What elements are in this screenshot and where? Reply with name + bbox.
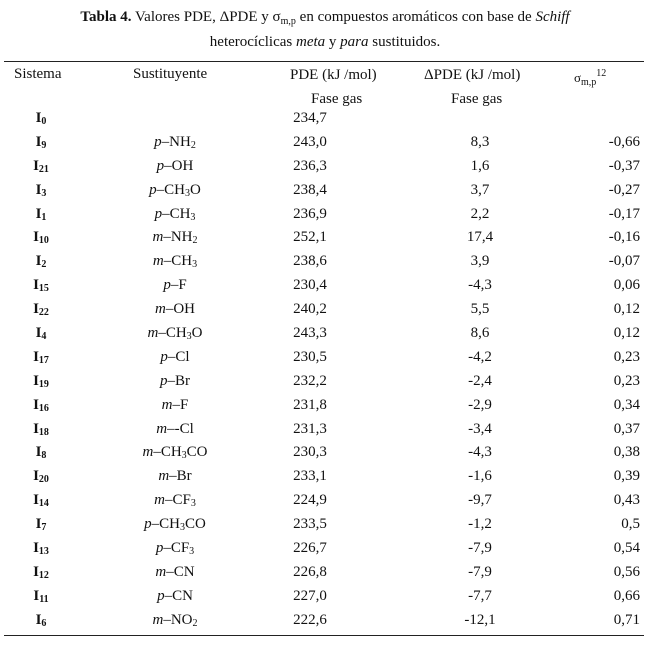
cell-pde: 240,2: [293, 301, 327, 318]
table-row: [0, 561, 650, 585]
table-row: [0, 609, 650, 633]
substituent-group: –Br: [169, 468, 192, 485]
substituent-group: –CN: [166, 563, 195, 580]
sistema-letter: I: [35, 611, 42, 628]
substituent-subscript: 3: [192, 259, 198, 271]
cell-pde: 233,1: [293, 468, 327, 485]
cell-sustituyente: [100, 513, 250, 540]
substituent-subscript: 2: [190, 139, 196, 151]
substituent-group: –NH: [161, 133, 191, 150]
substituent-tail: CO: [186, 444, 208, 461]
cell-pde: 236,9: [293, 205, 327, 222]
substituent-subscript: 3: [189, 546, 195, 558]
substituent-position: m: [154, 301, 166, 318]
cell-dpde: 1,6: [470, 157, 490, 174]
cell-dpde: 2,2: [470, 205, 490, 222]
cell-sistema: [6, 465, 76, 492]
cell-dpde: -4,2: [468, 348, 492, 365]
cell-sigma: 0,66: [613, 587, 640, 604]
substituent-position: p: [160, 372, 168, 389]
substituent-position: m: [158, 468, 170, 485]
sistema-index: 7: [41, 522, 47, 534]
cell-sistema: [6, 609, 76, 636]
substituent-position: p: [144, 516, 152, 533]
substituent-position: m: [156, 420, 168, 437]
substituent-position: m: [161, 396, 173, 413]
sistema-index: 2: [41, 259, 47, 271]
substituent-group: –CH: [163, 253, 193, 270]
sistema-letter: I: [33, 348, 39, 365]
caption-label: Tabla 4.: [80, 9, 132, 25]
cell-dpde: -7,7: [468, 587, 492, 604]
table-row: [0, 298, 650, 322]
cell-sistema: [6, 489, 76, 516]
substituent-subscript: 3: [181, 450, 187, 462]
caption-line-2: [0, 32, 650, 52]
sistema-letter: I: [33, 157, 39, 174]
table-row: [0, 394, 650, 418]
cell-sustituyente: [100, 537, 250, 564]
cell-sistema: [6, 537, 76, 564]
sistema-index: 3: [41, 187, 47, 199]
cell-pde: 222,6: [293, 611, 327, 628]
cell-sistema: [6, 513, 76, 540]
cell-sigma: -0,27: [608, 181, 640, 198]
header-pde-phase: Fase gas: [311, 91, 363, 107]
substituent-position: p: [155, 540, 164, 557]
cell-sustituyente: [100, 609, 250, 636]
cell-sustituyente: [100, 394, 250, 421]
sistema-letter: I: [33, 229, 39, 246]
cell-sustituyente: [100, 370, 250, 397]
cell-sigma: -0,16: [608, 229, 640, 246]
sistema-index: 9: [41, 139, 47, 151]
substituent-position: m: [147, 325, 159, 342]
cell-dpde: -4,3: [468, 277, 492, 294]
header-sigma-ref: 12: [596, 68, 607, 79]
sistema-index: 14: [38, 498, 49, 510]
substituent-group: –CH: [156, 181, 185, 198]
cell-sigma: 0,54: [613, 540, 640, 557]
sistema-index: 6: [41, 617, 47, 629]
caption-line-1: [0, 7, 650, 32]
cell-sistema: [6, 346, 76, 373]
sistema-index: 1: [41, 211, 47, 223]
cell-sistema: [6, 298, 76, 325]
cell-pde: 227,0: [293, 587, 327, 604]
cell-sustituyente: [100, 418, 250, 445]
cell-pde: 230,5: [293, 348, 327, 365]
cell-sigma: 0,34: [613, 396, 640, 413]
cell-sistema: [6, 370, 76, 397]
cell-sustituyente: [100, 250, 250, 277]
cell-sigma: 0,38: [613, 444, 640, 461]
cell-dpde: -4,3: [468, 444, 492, 461]
cell-sistema: [6, 131, 76, 158]
table-row: [0, 226, 650, 250]
substituent-group: –-Cl: [167, 420, 194, 437]
substituent-group: –CF: [164, 492, 191, 509]
table-body: [0, 107, 650, 633]
cell-sustituyente: [100, 585, 250, 612]
sistema-letter: I: [33, 277, 39, 294]
caption-text-2: en compuestos aromáticos con base de: [295, 9, 536, 25]
sistema-letter: I: [35, 110, 42, 126]
cell-dpde: 3,9: [470, 253, 490, 270]
caption-schiff: Schiff: [535, 9, 570, 25]
cell-pde: 230,3: [293, 444, 327, 461]
substituent-tail: CO: [185, 516, 206, 533]
table-row: [0, 274, 650, 298]
table-row: [0, 346, 650, 370]
substituent-group: –F: [170, 277, 187, 294]
sistema-index: 17: [38, 354, 49, 366]
sistema-letter: I: [35, 205, 42, 222]
cell-pde: 234,7: [293, 110, 327, 126]
header-sistema: Sistema: [14, 66, 62, 82]
table-row: [0, 203, 650, 227]
table-row: [0, 179, 650, 203]
table-row: [0, 107, 650, 131]
table-row: [0, 131, 650, 155]
cell-sistema: [6, 250, 76, 277]
substituent-position: p: [163, 277, 171, 294]
cell-sistema: [6, 561, 76, 588]
cell-sistema: [6, 274, 76, 301]
substituent-tail: O: [191, 325, 203, 342]
cell-sustituyente: [100, 298, 250, 325]
cell-sistema: [6, 155, 76, 182]
cell-dpde: -3,4: [468, 420, 492, 437]
caption-sigma-sub: m,p: [280, 16, 296, 27]
sistema-letter: I: [33, 420, 39, 437]
cell-sustituyente: [100, 322, 250, 349]
table-row: [0, 370, 650, 394]
substituent-position: p: [154, 133, 162, 150]
header-sigma-symbol: σ: [574, 70, 582, 85]
cell-sigma: -0,17: [608, 205, 640, 222]
cell-pde: 233,5: [293, 516, 327, 533]
cell-pde: 236,3: [293, 157, 327, 174]
cell-sustituyente: [100, 561, 250, 588]
cell-sigma: -0,66: [608, 133, 640, 150]
cell-sistema: [6, 322, 76, 349]
cell-pde: 243,3: [293, 325, 327, 342]
sistema-index: 4: [41, 331, 47, 343]
sistema-letter: I: [35, 444, 42, 461]
caption-text-5: sustituidos.: [368, 34, 441, 50]
sistema-letter: I: [33, 540, 39, 557]
table-row: [0, 322, 650, 346]
table-caption: [0, 7, 650, 52]
cell-dpde: -12,1: [464, 611, 496, 628]
header-sigma-sub: m,p: [581, 77, 597, 88]
cell-sigma: 0,23: [613, 348, 640, 365]
substituent-position: p: [149, 181, 157, 198]
cell-dpde: 3,7: [470, 181, 490, 198]
table-bottom-rule: [4, 635, 644, 636]
caption-para: para: [340, 34, 369, 50]
substituent-subscript: 3: [190, 498, 196, 510]
substituent-position: m: [154, 492, 165, 509]
substituent-group: –CH: [162, 205, 191, 222]
substituent-group: –CH: [158, 325, 187, 342]
sistema-letter: I: [33, 587, 40, 604]
cell-sigma: 0,39: [613, 468, 640, 485]
cell-dpde: -1,2: [468, 516, 492, 533]
table-row: [0, 441, 650, 465]
sistema-index: 10: [38, 235, 49, 247]
cell-pde: 238,4: [293, 181, 327, 198]
sistema-index: 21: [38, 163, 49, 175]
substituent-group: –F: [172, 396, 189, 413]
cell-sustituyente: [100, 441, 250, 468]
table-row: [0, 418, 650, 442]
cell-sustituyente: [100, 179, 250, 206]
substituent-group: –CF: [163, 540, 190, 557]
sistema-letter: I: [35, 325, 42, 342]
sistema-letter: I: [35, 516, 42, 533]
substituent-group: –NO: [163, 611, 193, 628]
substituent-tail: O: [190, 181, 201, 198]
cell-sustituyente: [100, 155, 250, 182]
cell-pde: 230,4: [293, 277, 327, 294]
substituent-group: –OH: [164, 157, 194, 174]
cell-sustituyente: [100, 203, 250, 230]
cell-sustituyente: [100, 465, 250, 492]
cell-sigma: 0,06: [613, 277, 640, 294]
substituent-group: –Br: [167, 372, 190, 389]
cell-pde: 226,8: [293, 563, 327, 580]
sistema-index: 15: [38, 283, 49, 295]
cell-dpde: 8,3: [470, 133, 490, 150]
sistema-letter: I: [33, 372, 39, 389]
cell-sustituyente: [100, 131, 250, 158]
cell-sistema: [6, 107, 76, 134]
sistema-index: 8: [41, 450, 47, 462]
sistema-letter: I: [33, 563, 39, 580]
substituent-subscript: 3: [186, 331, 192, 343]
cell-sustituyente: [100, 226, 250, 253]
header-sigma: [574, 64, 606, 93]
cell-sistema: [6, 179, 76, 206]
substituent-subscript: 2: [192, 617, 198, 629]
sistema-letter: I: [35, 133, 42, 150]
substituent-group: –OH: [165, 301, 195, 318]
cell-pde: 243,0: [293, 133, 327, 150]
substituent-subscript: 3: [190, 211, 196, 223]
cell-sistema: [6, 394, 76, 421]
cell-sigma: 0,12: [613, 301, 640, 318]
table-row: [0, 155, 650, 179]
cell-pde: 226,7: [293, 540, 327, 557]
cell-sistema: [6, 418, 76, 445]
substituent-subscript: 3: [180, 522, 185, 534]
substituent-group: –CH: [153, 444, 182, 461]
substituent-position: m: [152, 611, 164, 628]
table-top-rule: [4, 61, 644, 62]
cell-sistema: [6, 203, 76, 230]
header-dpde-phase: Fase gas: [451, 91, 503, 107]
sistema-index: 11: [39, 593, 49, 605]
cell-dpde: -2,9: [468, 396, 492, 413]
substituent-subscript: 2: [192, 235, 198, 247]
cell-sistema: [6, 226, 76, 253]
sistema-index: 12: [38, 569, 49, 581]
header-dpde: ΔPDE (kJ /mol): [424, 67, 521, 83]
substituent-position: p: [156, 157, 165, 174]
sistema-letter: I: [35, 181, 42, 198]
cell-sustituyente: [100, 346, 250, 373]
substituent-position: m: [152, 229, 164, 246]
cell-sigma: 0,23: [613, 372, 640, 389]
cell-sigma: 0,12: [613, 325, 640, 342]
substituent-group: –NH: [163, 229, 193, 246]
sistema-letter: I: [33, 492, 39, 509]
header-sustituyente: Sustituyente: [133, 66, 208, 82]
table-row: [0, 513, 650, 537]
cell-pde: 232,2: [293, 372, 327, 389]
cell-sigma: 0,43: [613, 492, 640, 509]
substituent-subscript: 3: [185, 187, 190, 199]
table-row: [0, 585, 650, 609]
cell-pde: 231,3: [293, 420, 327, 437]
caption-text-3: heterocíclicas: [209, 34, 296, 50]
caption-text-4: y: [325, 34, 341, 50]
sistema-letter: I: [33, 468, 39, 485]
sistema-index: 16: [38, 402, 49, 414]
sistema-index: 19: [38, 378, 49, 390]
substituent-position: p: [160, 348, 168, 365]
cell-dpde: 5,5: [470, 301, 490, 318]
cell-dpde: -7,9: [468, 540, 492, 557]
substituent-position: p: [157, 587, 165, 604]
cell-sigma: 0,71: [613, 611, 640, 628]
substituent-position: m: [142, 444, 154, 461]
sistema-index: 20: [38, 474, 49, 486]
cell-sigma: 0,5: [621, 516, 640, 533]
table-row: [0, 537, 650, 561]
cell-dpde: -9,7: [468, 492, 492, 509]
substituent-group: –CN: [164, 587, 193, 604]
substituent-position: m: [155, 563, 167, 580]
cell-pde: 224,9: [293, 492, 327, 509]
cell-sigma: 0,37: [613, 420, 640, 437]
cell-sigma: 0,56: [613, 563, 640, 580]
sistema-letter: I: [35, 253, 42, 270]
substituent-group: –CH: [151, 516, 180, 533]
cell-sistema: [6, 585, 76, 612]
cell-dpde: -7,9: [468, 563, 492, 580]
substituent-group: –Cl: [167, 348, 190, 365]
cell-dpde: -2,4: [468, 372, 492, 389]
sistema-index: 22: [38, 307, 49, 319]
sistema-index: 0: [41, 116, 47, 127]
table-row: [0, 465, 650, 489]
caption-text-1: Valores PDE, ΔPDE y σ: [131, 9, 281, 25]
substituent-position: p: [154, 205, 163, 222]
table-row: [0, 250, 650, 274]
cell-dpde: -1,6: [468, 468, 492, 485]
substituent-position: m: [152, 253, 164, 270]
cell-dpde: 8,6: [470, 325, 490, 342]
cell-sustituyente: [100, 489, 250, 516]
cell-pde: 252,1: [293, 229, 327, 246]
header-pde: PDE (kJ /mol): [290, 67, 377, 83]
cell-sigma: -0,37: [608, 157, 640, 174]
sistema-index: 13: [38, 546, 49, 558]
cell-sistema: [6, 441, 76, 468]
cell-sigma: -0,07: [608, 253, 640, 270]
cell-sustituyente: [100, 274, 250, 301]
cell-pde: 231,8: [293, 396, 327, 413]
sistema-letter: I: [33, 301, 39, 318]
sistema-index: 18: [38, 426, 49, 438]
cell-pde: 238,6: [293, 253, 327, 270]
caption-meta: meta: [296, 34, 326, 50]
table-row: [0, 489, 650, 513]
sistema-letter: I: [33, 396, 39, 413]
cell-dpde: 17,4: [466, 229, 494, 246]
